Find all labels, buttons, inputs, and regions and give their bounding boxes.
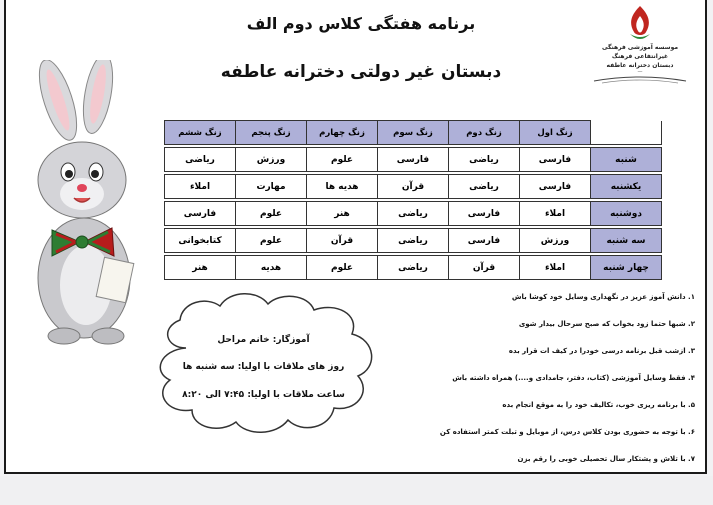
lesson-cell: ریاضی (165, 148, 236, 172)
logo-swoosh-icon (592, 75, 688, 85)
schedule-row (165, 175, 662, 199)
logo-line2: غیرانتفاعی فرهنگ (611, 53, 669, 60)
bell-header: زنگ سوم (378, 121, 449, 145)
rules-list (439, 290, 695, 474)
lesson-cell: فارسی (520, 148, 591, 172)
lesson-cell: ریاضی (378, 202, 449, 226)
lesson-cell: ورزش (236, 148, 307, 172)
meeting-time: ساعت ملاقات با اولیا: ۷:۴۵ الی ۸:۲۰ (182, 390, 345, 400)
school-logo (590, 4, 690, 92)
schedule-page (4, 0, 707, 474)
rule-item: ۲. شبها حتما زود بخواب که صبح سرحال بیدار شوی (518, 320, 695, 328)
lesson-cell: قرآن (307, 229, 378, 253)
meeting-day: روز های ملاقات با اولیا: سه شنبه ها (182, 362, 345, 372)
bell-header: زنگ پنجم (236, 121, 307, 145)
schedule-header-row (165, 121, 662, 145)
lesson-cell: هنر (307, 202, 378, 226)
lesson-cell: فارسی (449, 229, 520, 253)
bell-header: زنگ ششم (165, 121, 236, 145)
lesson-cell: فارسی (165, 202, 236, 226)
rule-item: ۵. با برنامه ریزی خوب، تکالیف خود را به موقع انجام بده (502, 401, 695, 409)
lesson-cell: املاء (165, 175, 236, 199)
lesson-cell: فارسی (520, 175, 591, 199)
lesson-cell: علوم (236, 202, 307, 226)
school-name: دبستان غیر دولتی دخترانه عاطفه (220, 62, 502, 82)
schedule-row (165, 148, 662, 172)
page-title: برنامه هفتگی کلاس دوم الف (246, 14, 476, 33)
weekly-schedule-table (164, 120, 662, 280)
lesson-cell: هدیه (236, 256, 307, 280)
rule-item: ۴. فقط وسایل آموزشی (کتاب، دفتر، جامدادی و....) همراه داشته باش (452, 374, 695, 382)
lesson-cell: فارسی (449, 202, 520, 226)
flame-emblem-icon (624, 4, 656, 42)
day-label: دوشنبه (591, 202, 662, 226)
bell-header: زنگ اول (520, 121, 591, 145)
lesson-cell: علوم (236, 229, 307, 253)
lesson-cell: املاء (520, 202, 591, 226)
day-label: سه شنبه (591, 229, 662, 253)
lesson-cell: ورزش (520, 229, 591, 253)
lesson-cell: ریاضی (378, 229, 449, 253)
rule-item: ۳. ازشب قبل برنامه درسی خودرا در کیف ات قرار بده (508, 347, 695, 355)
teacher-name: آموزگار: خانم مراحل (217, 335, 310, 345)
lesson-cell: هدیه ها (307, 175, 378, 199)
corner-cell (591, 121, 662, 145)
bunny-illustration (16, 60, 151, 350)
rule-item: ۱. دانش آموز عزیز در نگهداری وسایل خود کوشا باش (511, 293, 695, 301)
lesson-cell: ریاضی (378, 256, 449, 280)
lesson-cell: ریاضی (449, 148, 520, 172)
lesson-cell: فارسی (378, 148, 449, 172)
logo-line3: دبستان دخترانه عاطفه (606, 62, 674, 69)
rule-item: ۶. با توجه به حضوری بودن کلاس درس، از موبایل و تبلت کمتر استفاده کن (439, 428, 695, 436)
day-label: یکشنبه (591, 175, 662, 199)
lesson-cell: ریاضی (449, 175, 520, 199)
lesson-cell: املاء (520, 256, 591, 280)
lesson-cell: هنر (165, 256, 236, 280)
logo-line1: موسسه آموزشی فرهنگی (601, 44, 679, 51)
lesson-cell: مهارت (236, 175, 307, 199)
schedule-row (165, 229, 662, 253)
bell-header: زنگ دوم (449, 121, 520, 145)
lesson-cell: علوم (307, 148, 378, 172)
schedule-row (165, 256, 662, 280)
lesson-cell: کتابخوانی (165, 229, 236, 253)
logo-sub: — (637, 69, 643, 75)
lesson-cell: قرآن (378, 175, 449, 199)
schedule-row (165, 202, 662, 226)
lesson-cell: قرآن (449, 256, 520, 280)
day-label: شنبه (591, 148, 662, 172)
lesson-cell: علوم (307, 256, 378, 280)
rule-item: ۷. با تلاش و پشتکار سال تحصیلی خوبی را رقم بزن (517, 455, 695, 463)
viewer-bottom-strip (0, 476, 713, 505)
bell-header: زنگ چهارم (307, 121, 378, 145)
day-label: چهار شنبه (591, 256, 662, 280)
